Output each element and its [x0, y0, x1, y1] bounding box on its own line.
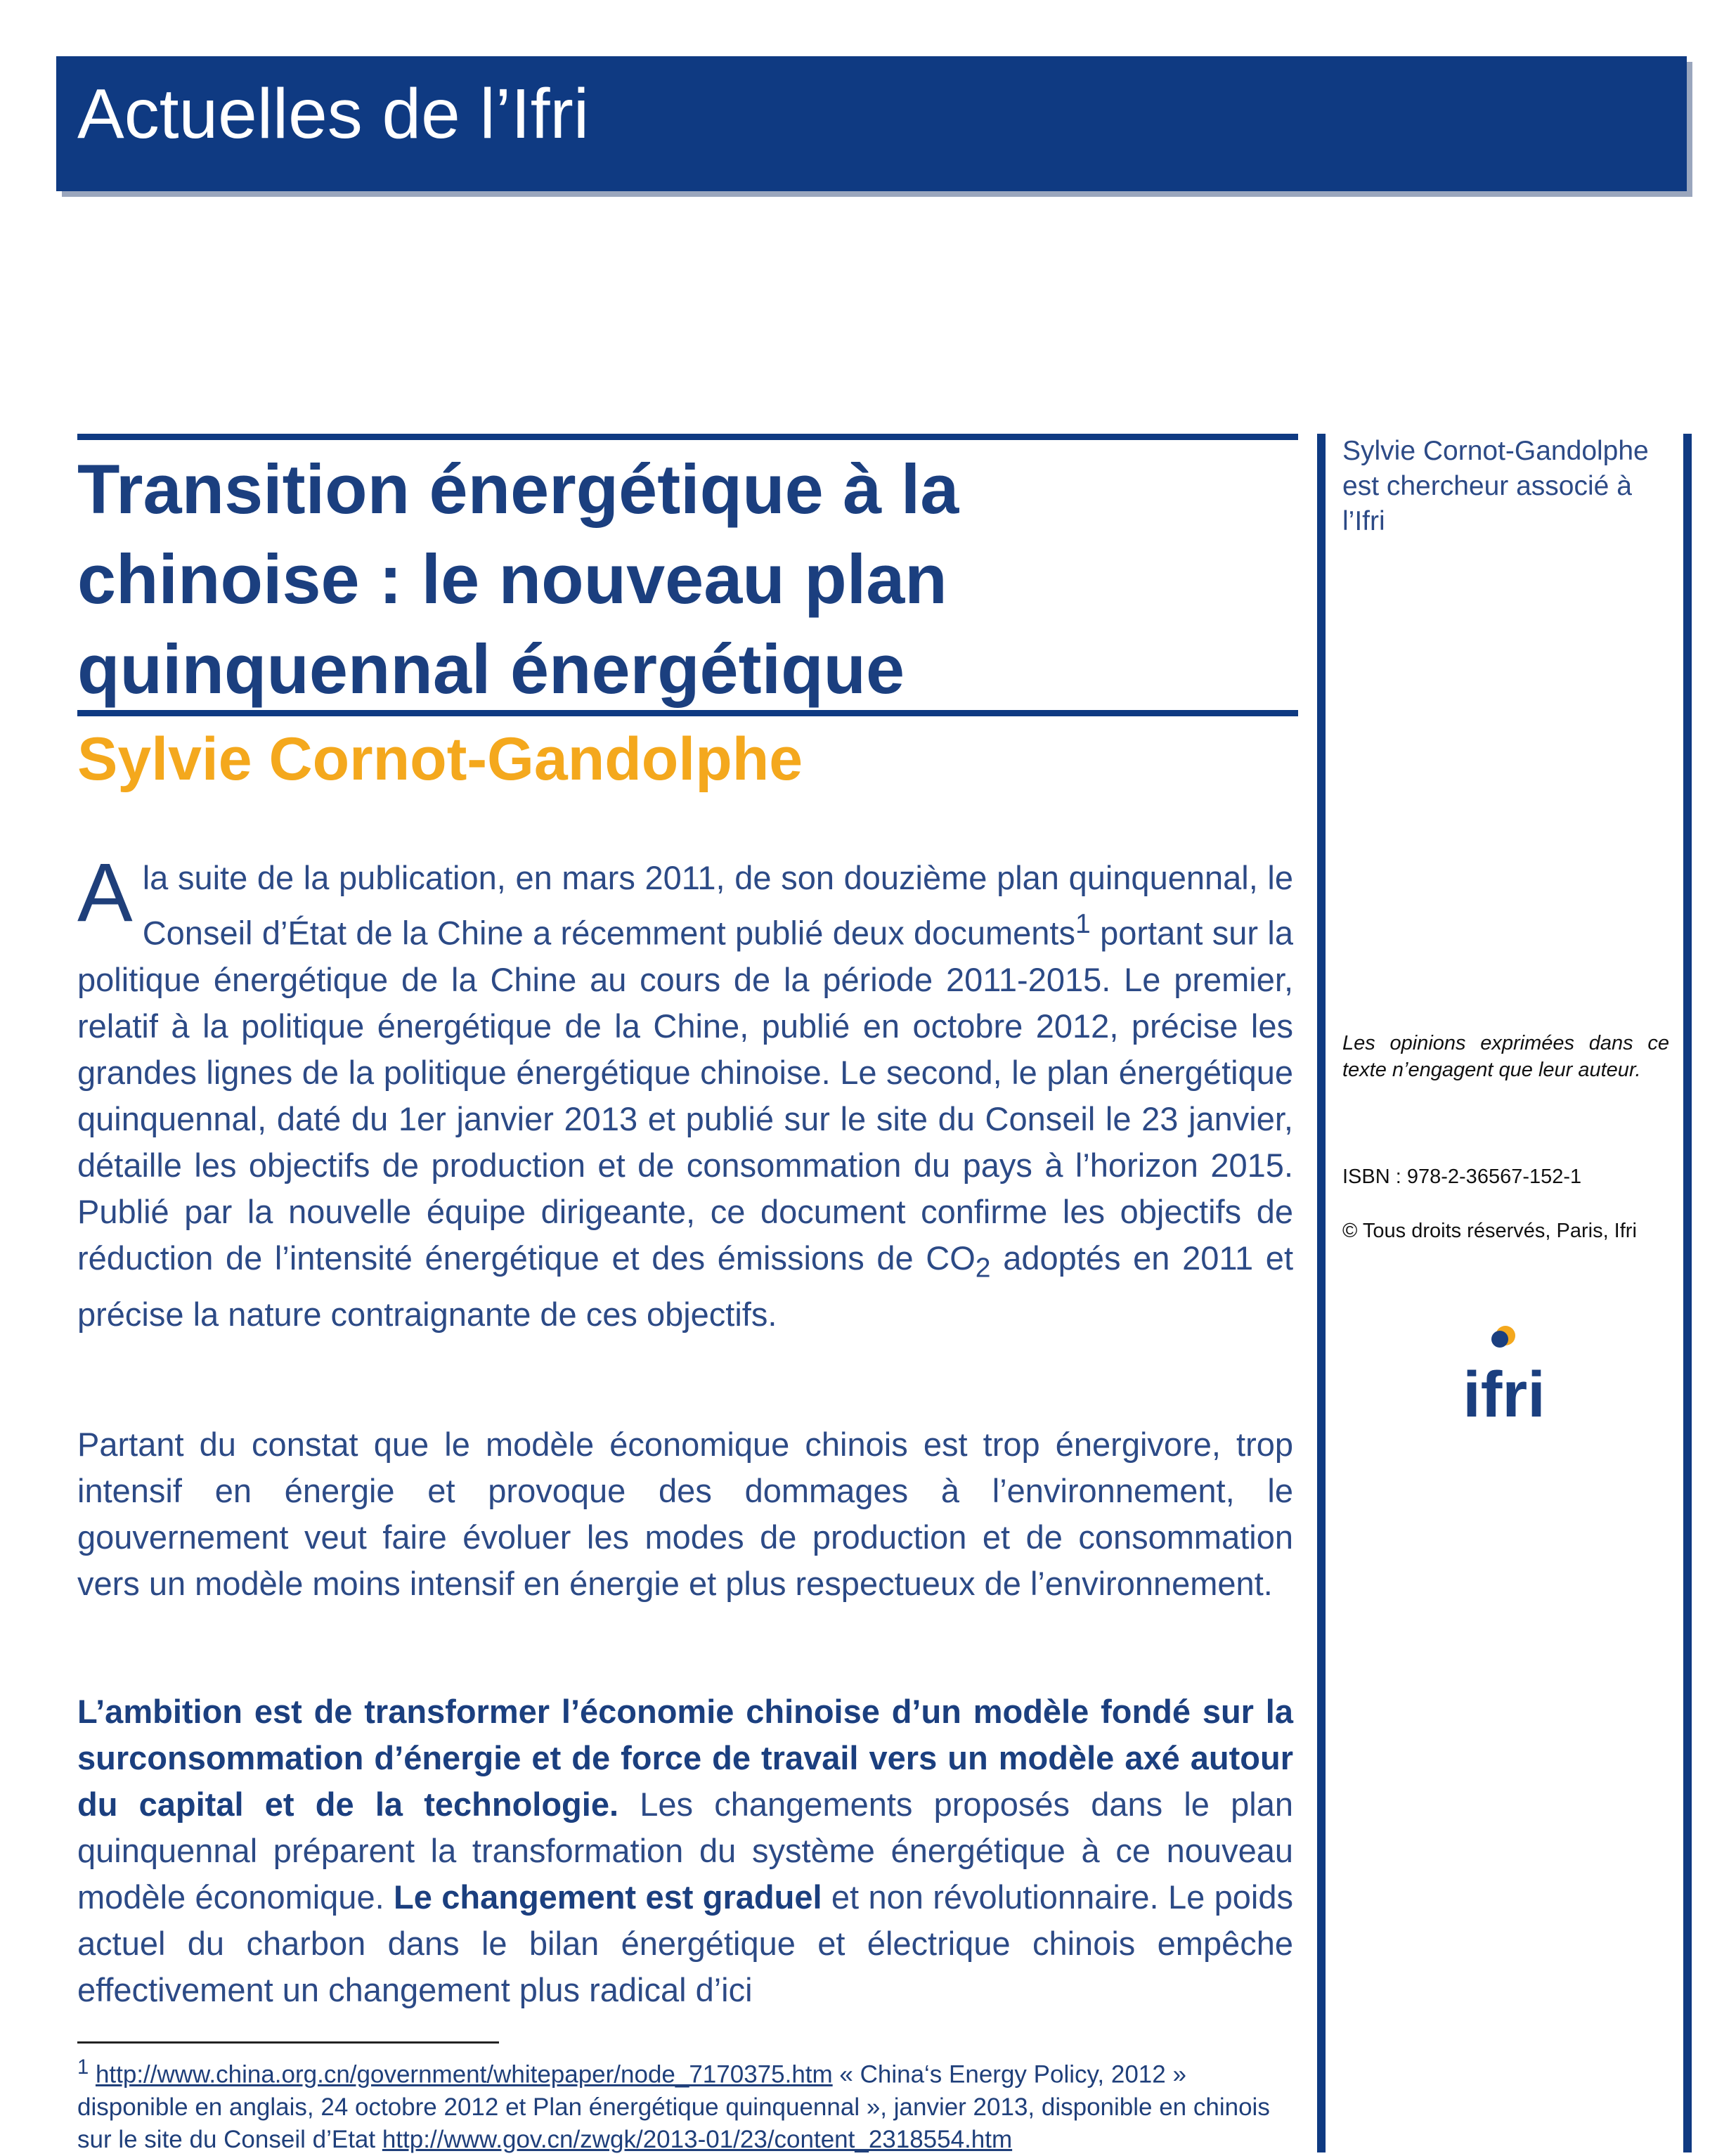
title-rule-bottom	[77, 710, 1298, 716]
footnote-rule	[77, 2041, 499, 2044]
footnote-link-1[interactable]: http://www.china.org.cn/government/whitepaper/node_7170375.htm	[95, 2060, 833, 2089]
sidebar-rule-left	[1317, 434, 1326, 2152]
footnote-link-2[interactable]: http://www.gov.cn/zwgk/2013-01/23/content_2318554.htm	[382, 2125, 1013, 2153]
footnote-ref[interactable]: 1	[1075, 909, 1091, 939]
paragraph-2: Partant du constat que le modèle économique chinois est trop énergivore, trop intensif en énergie et provoque des dommages à l’environnement, le gouvernement veut faire évoluer les modes de production et de consommation vers un modèle moins intensif en énergie et plus respectueux de l’environnement.	[77, 1426, 1293, 1602]
p3-text: Les changements proposés dans le plan quinquennal préparent la transformation du système énergétique à ce nouveau modèle économique.	[77, 1786, 1294, 1916]
sidebar-rule-right	[1683, 434, 1692, 2152]
copyright: © Tous droits réservés, Paris, Ifri	[1342, 1220, 1637, 1242]
author-name: Sylvie Cornot-Gandolphe	[77, 725, 803, 793]
p3-bold-lead: L’ambition est de transformer l’économie chinoise d’un modèle fondé sur la surconsommation d’énergie et de force de travail vers un modèle axé autour du capital et de la technologie.	[77, 1693, 1293, 1823]
logo-text: ifri	[1463, 1359, 1546, 1431]
co2-subscript: 2	[975, 1253, 991, 1284]
title-line: chinoise : le nouveau plan	[77, 540, 947, 618]
paragraph-1	[77, 846, 1293, 1338]
p1-text-continued: portant sur la politique énergétique de la Chine au cours de la période 2011-2015. Le premier, relatif à la politique énergétique de la Chine, publié en octobre 2012, précise les grandes lignes de la politique énergétique chinoise. Le second, le plan énergétique quinquennal, daté du 1er janvier 2013 et publié sur le site du Conseil le 23 janvier, détaille les objectifs de production et de consommation du pays à l’horizon 2015. Publié par la nouvelle équipe dirigeante, ce document confirme les objectifs de réduction de l’intensité énergétique et des émissions de CO	[77, 914, 1293, 1277]
p1-text: la suite de la publication, en mars 2011, de son douzième plan quinquennal, le Conseil d’État de la Chine a récemment publié deux documents	[142, 859, 1293, 952]
p1-text-end: adoptés en 2011 et précise la nature contraignante de ces objectifs.	[77, 1239, 1293, 1334]
header-banner	[56, 56, 1687, 191]
paragraph-3	[77, 1689, 1293, 2013]
p3-bold-phrase: Le changement est graduel	[394, 1878, 822, 1916]
series-title: Actuelles de l’Ifri	[77, 75, 590, 153]
author-bio: Sylvie Cornot-Gandolphe est chercheur associé à l’Ifri	[1342, 436, 1649, 536]
footnote-text: « China‘s Energy Policy, 2012 » disponible en anglais, 24 octobre 2012 et Plan énergétique quinquennal », janvier 2013, disponible en chinois sur le site du Conseil d’Etat	[77, 2060, 1270, 2153]
p3-text-end: et non révolutionnaire. Le poids actuel du charbon dans le bilan énergétique et électrique chinois empêche effectivement un changement plus radical d’ici	[77, 1878, 1294, 2008]
isbn: ISBN : 978-2-36567-152-1	[1342, 1166, 1582, 1188]
article-title	[77, 444, 1298, 714]
disclaimer: Les opinions exprimées dans ce texte n’engagent que leur auteur.	[1342, 1032, 1669, 1081]
footnote-number: 1	[77, 2056, 89, 2079]
title-line: quinquennal énergétique	[77, 630, 905, 708]
title-rule-top	[77, 434, 1298, 440]
ifri-logo-icon	[1448, 1300, 1560, 1441]
title-line: Transition énergétique à la	[77, 450, 959, 528]
drop-cap: A	[77, 846, 133, 939]
footnote	[77, 2051, 1300, 2156]
